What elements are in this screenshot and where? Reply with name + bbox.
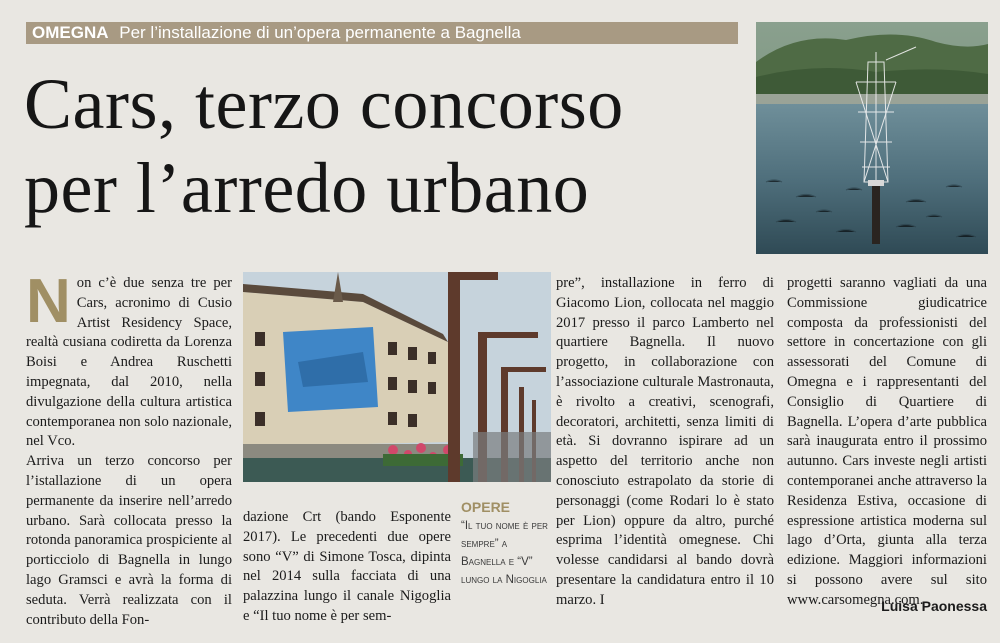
caption-text: “Il tuo nome è per sempre” a Bagnella e “V” lungo la Nigoglia [461,520,548,586]
column-4-text: progetti saranno vagliati da una Commissione giudicatrice composta da professionisti del settore in concertazione con gli assessorati del Comune di Omegna e i rappresentanti del Consiglio di Quartiere di Bagnella. L’opera d’arte pubblica sarà inaugurata entro il prossimo autunno. Cars investe negli artisti contemporanei anche attraverso la Residenza Estiva, occasione di espressione artistica moderna sul lago d’Orta, giunta alla terza edizione. Maggiori informazioni si possono avere sul sito www.carsomegna.com. [787,275,987,608]
kicker-bar [26,22,738,44]
kicker-location: OMEGNA [32,23,109,42]
kicker-text: Per l’installazione di un’opera permanente a Bagnella [119,23,521,42]
article-column-3 [556,274,774,611]
caption-label: OPERE [461,499,511,515]
headline [24,62,744,230]
author-signature: Luisa Paonessa [881,598,987,614]
column-2-text: dazione Crt (bando Esponente 2017). Le precedenti due opere sono “V” di Simone Tosca, dipinta nel 2014 sulla facciata di una palazzina lungo il canale Nigoglia e “Il tuo nome è per sem- [243,509,451,624]
drop-cap: N [26,267,71,336]
photo-lake-sculpture [756,22,988,254]
article-column-4 [787,274,987,611]
photo-caption [461,499,551,589]
headline-line-2: per l’arredo urbano [24,148,590,228]
photo-canal-mural [243,272,551,482]
headline-line-1: Cars, terzo concorso [24,64,624,144]
column-1-paragraph-1: on c’è due senza tre per Cars, acronimo di Cusio Artist Residency Space, realtà cusiana codiretta da Lorenza Boisi e Andrea Ruschetti impegnata, dal 2010, nella divulgazione della cultura artistica contemporanea non solo nazionale, nel Vco. [26,275,232,450]
column-3-text: pre”, installazione in ferro di Giacomo Lion, collocata nel maggio 2017 presso il parco Lamberto nel quartiere Bagnella. Il nuovo progetto, in collaborazione con l’associazione culturale Mastronauta, è rivolto a creativi, scenografi, decoratori, architetti, senza limiti di età. Si dovranno ispirare ad un aspetto del territorio anche non conosciuto estrapolato da storie di personaggi (come Rodari lo è stato per Lion) oppure da altro, purché esprima l’identità omegnese. Chi volesse candidarsi al bando dovrà presentare la candidatura entro il 10 marzo. I [556,275,774,608]
article-column-2 [243,508,451,627]
column-1-paragraph-2: Arriva un terzo concorso per l’istallazione di un opera permanente da inserire nell’arredo urbano. Sarà collocata presso la rotonda panoramica prospiciente al porticciolo di Bagnella in lungo lago Gramsci e avrà la forma di seduta. Verrà realizzata con il contributo della Fon- [26,453,232,628]
article-column-1 [26,267,232,630]
